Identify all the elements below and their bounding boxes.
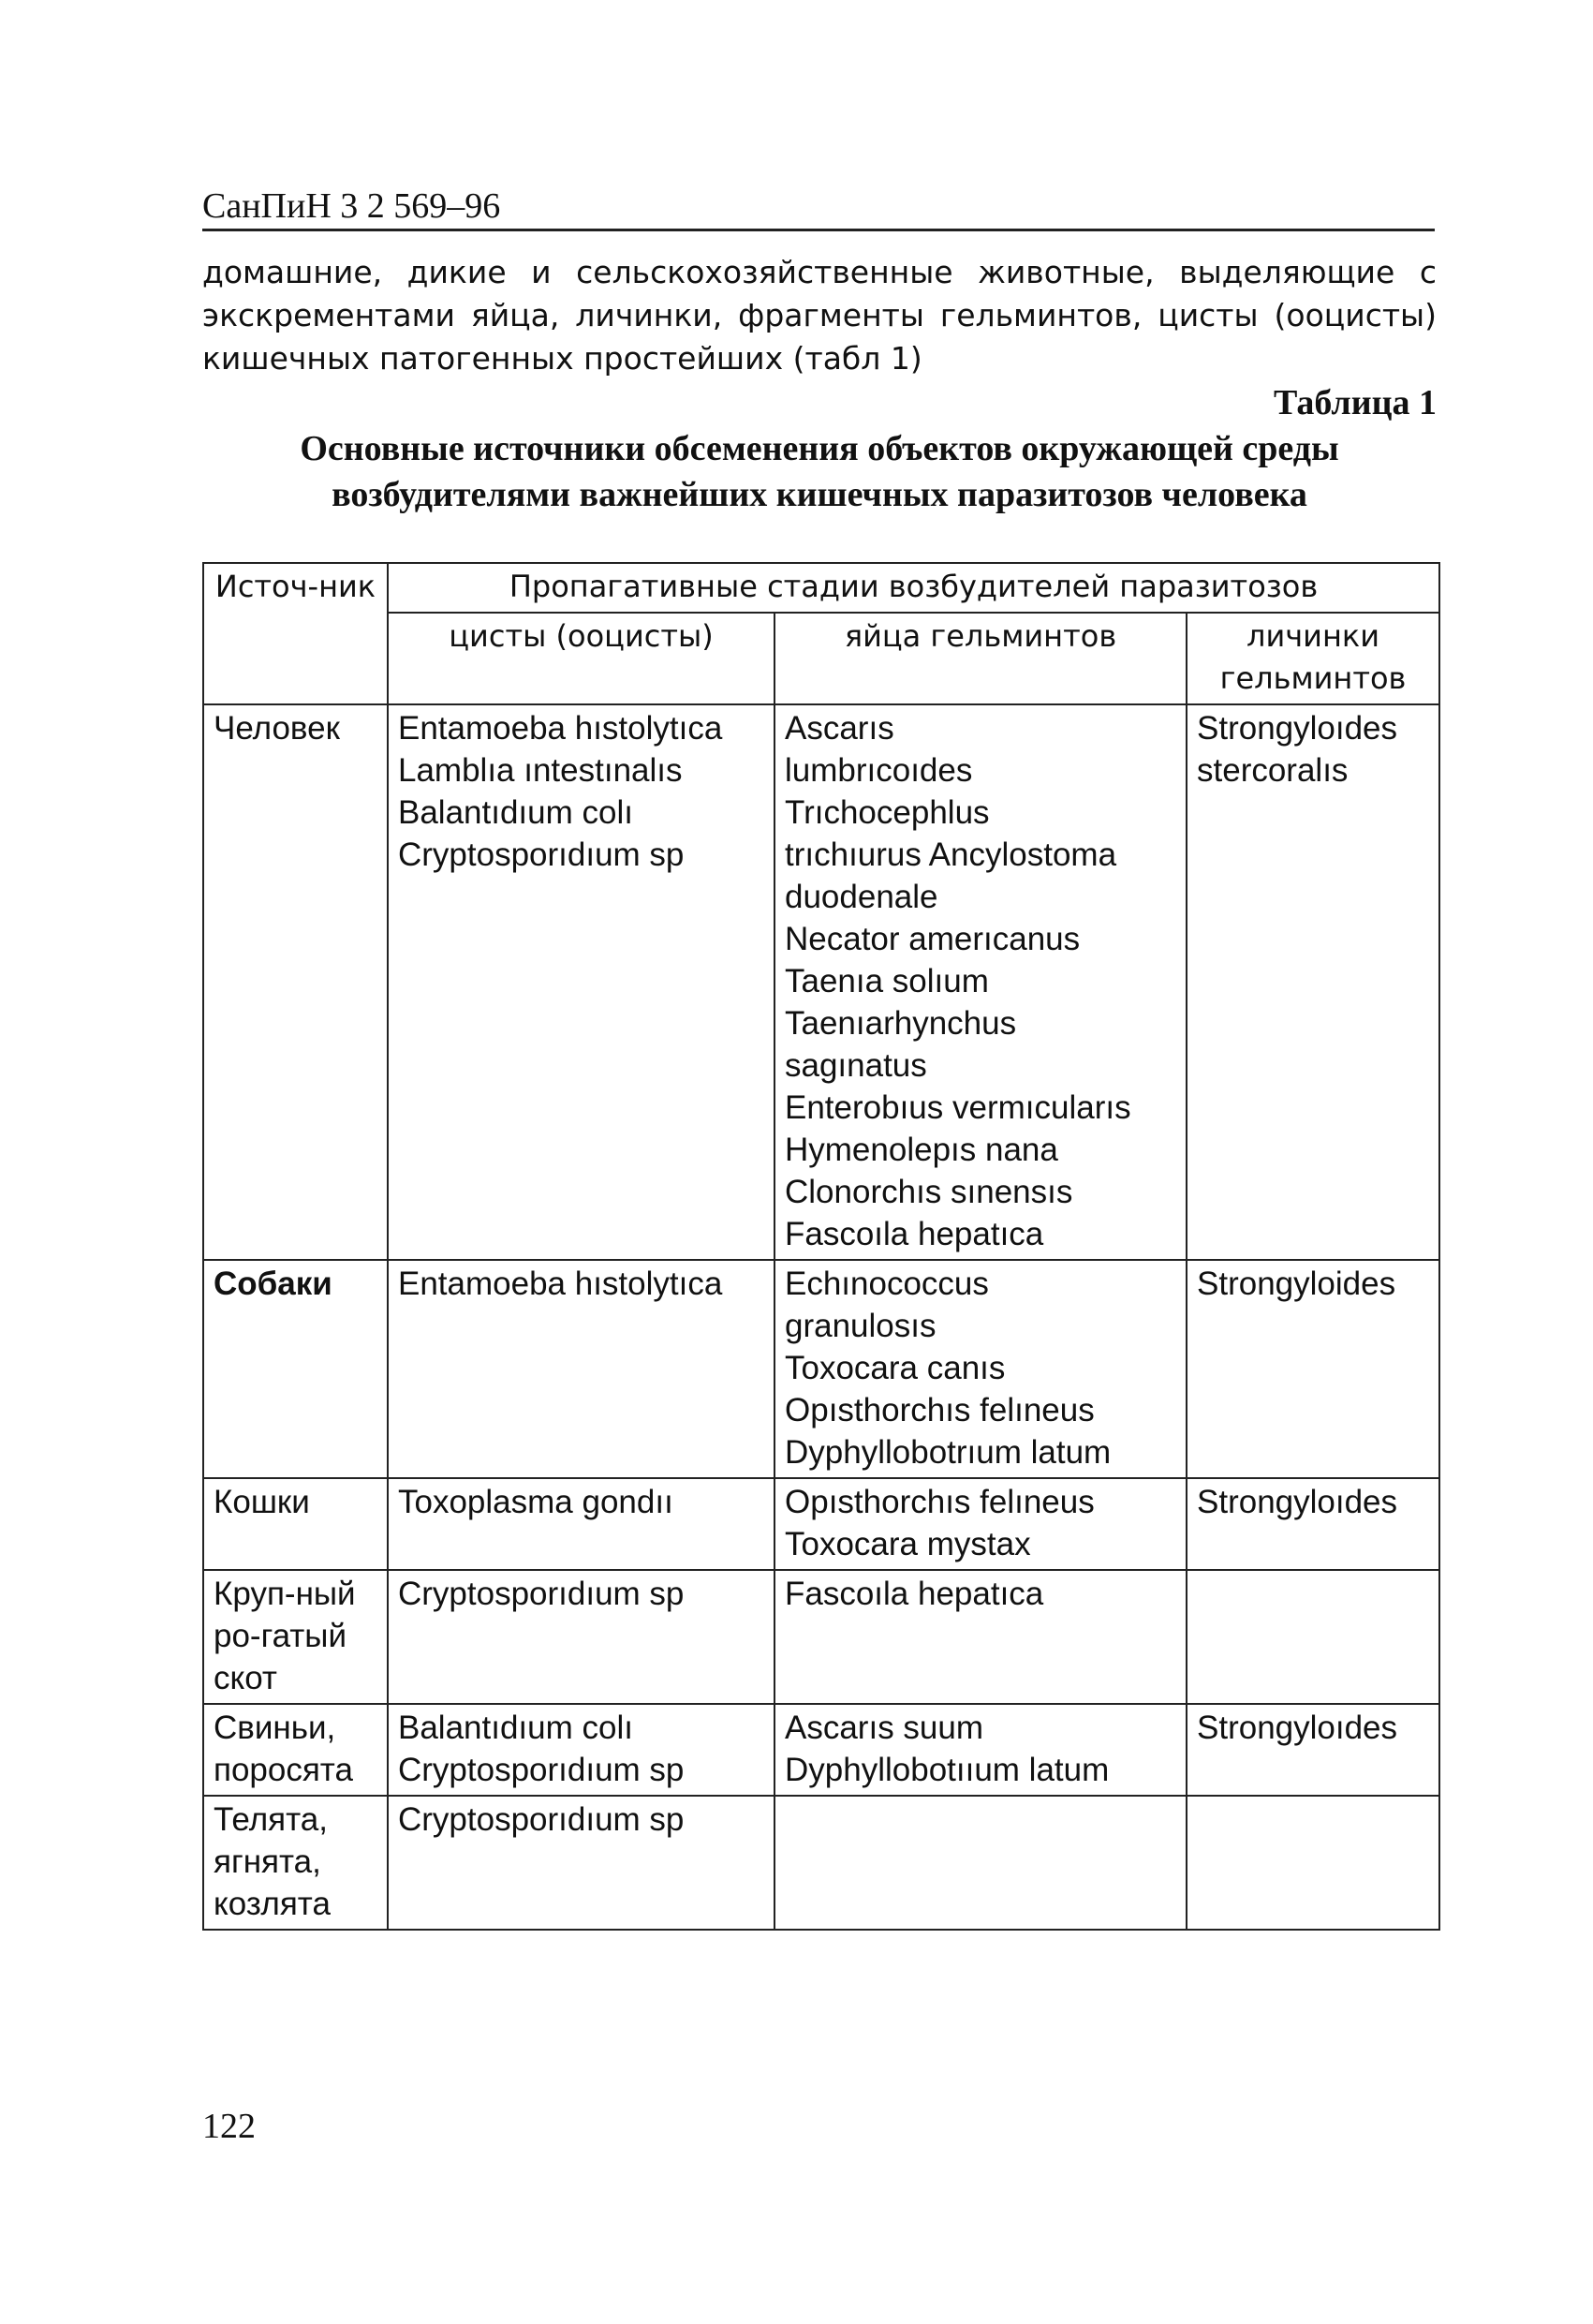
larvae-cell — [1187, 704, 1439, 1260]
organism-name: Toxocara mystax — [785, 1526, 1031, 1562]
organism-name: Opısthorchıs felıneus — [785, 1392, 1095, 1428]
organism-name: granulosıs — [785, 1308, 937, 1344]
organism-name: sagınatus — [785, 1047, 927, 1084]
table-row — [203, 1570, 1439, 1704]
source-cell: Свиньи, поросята — [203, 1704, 388, 1796]
organism-name: Lamblıa ıntestınalıs — [398, 752, 683, 789]
source-cell: Круп-ный ро-гатый скот — [203, 1570, 388, 1704]
organism-name: Balantıdıum colı — [398, 1710, 633, 1746]
larvae-cell — [1187, 1478, 1439, 1570]
organism-name: Toxoplasma gondıı — [398, 1484, 673, 1520]
organism-name: Opısthorchıs felıneus — [785, 1484, 1095, 1520]
cysts-cell — [388, 1478, 774, 1570]
source-cell: Кошки — [203, 1478, 388, 1570]
organism-name: Taenıarhynchus — [785, 1005, 1017, 1042]
header-rule — [202, 229, 1435, 231]
header-larvae: личинки гельминтов — [1187, 613, 1439, 704]
organism-name: Fascoıla hepatıca — [785, 1216, 1044, 1252]
table-subheader-row — [203, 613, 1439, 704]
organism-name: Ascarıs suum — [785, 1710, 983, 1746]
eggs-cell — [774, 1570, 1187, 1704]
organism-name: Cryptosporıdıum sp — [398, 836, 685, 873]
table-header-row — [203, 563, 1439, 613]
header-stages-group: Пропагативные стадии возбудителей паразитозов — [388, 563, 1439, 613]
intro-paragraph: домашние, дикие и сельскохозяйственные животные, выделяющие с экскрементами яйца, личинки, фрагменты гельминтов, цисты (ооцисты) кишечных патогенных простейших (табл 1) — [202, 254, 1437, 377]
organism-name: Toxocara canıs — [785, 1350, 1006, 1386]
organism-name: Clonorchıs sınensıs — [785, 1174, 1073, 1210]
organism-name: Hymenolepıs nana — [785, 1132, 1058, 1168]
table-row — [203, 704, 1439, 1260]
organism-name: Trıchocephlus — [785, 794, 990, 831]
running-header — [202, 184, 1435, 229]
organism-name: lumbrıcoıdes — [785, 752, 973, 789]
organism-name: Cryptosporıdıum sp — [398, 1576, 685, 1612]
eggs-cell — [774, 1260, 1187, 1478]
table-label: Таблица 1 — [1273, 383, 1437, 422]
organism-name: Ascarıs — [785, 710, 894, 747]
organism-name: Dyphyllobotııum latum — [785, 1752, 1110, 1788]
eggs-cell — [774, 1704, 1187, 1796]
eggs-cell — [774, 704, 1187, 1260]
organism-name: Strongyloıdes — [1197, 1484, 1398, 1520]
table-row — [203, 1796, 1439, 1930]
organism-name: Balantıdıum colı — [398, 794, 633, 831]
organism-name: trıchıurus Ancylostoma — [785, 836, 1117, 873]
header-cysts: цисты (ооцисты) — [388, 613, 774, 704]
table-row — [203, 1704, 1439, 1796]
cysts-cell — [388, 704, 774, 1260]
table-body — [203, 704, 1439, 1930]
organism-name: Dyphyllobotrıum latum — [785, 1434, 1112, 1471]
table-row — [203, 1260, 1439, 1478]
organism-name: Taenıa solıum — [785, 963, 989, 999]
organism-name: Echınococcus — [785, 1266, 989, 1302]
source-cell: Собаки — [203, 1260, 388, 1478]
organism-name: Enterobıus vermıcularıs — [785, 1089, 1131, 1126]
organism-name: Fascoıla hepatıca — [785, 1576, 1044, 1612]
larvae-cell — [1187, 1796, 1439, 1930]
organism-name: stercoralıs — [1197, 752, 1349, 789]
organism-name: duodenale — [785, 879, 938, 915]
organism-name: Entamoeba hıstolytıca — [398, 1266, 723, 1302]
header-eggs: яйца гельминтов — [774, 613, 1187, 704]
organism-name: Strongyloıdes — [1197, 1710, 1398, 1746]
page-number: 122 — [202, 2107, 256, 2146]
eggs-cell — [774, 1796, 1187, 1930]
organism-name: Cryptosporıdıum sp — [398, 1752, 685, 1788]
larvae-cell — [1187, 1570, 1439, 1704]
larvae-cell — [1187, 1260, 1439, 1478]
table-title: Основные источники обсеменения объектов окружающей среды возбудителями важнейших кишечных паразитозов человека — [300, 429, 1339, 514]
organism-name: Strongyloıdes — [1197, 710, 1398, 747]
eggs-cell — [774, 1478, 1187, 1570]
larvae-cell — [1187, 1704, 1439, 1796]
organism-name: Entamoeba hıstolytıca — [398, 710, 723, 747]
header-source: Источ-ник — [203, 563, 388, 704]
source-cell: Телята, ягнята, козлята — [203, 1796, 388, 1930]
table-row — [203, 1478, 1439, 1570]
cysts-cell — [388, 1570, 774, 1704]
cysts-cell — [388, 1260, 774, 1478]
source-cell: Человек — [203, 704, 388, 1260]
parasite-sources-table — [202, 562, 1440, 1931]
organism-name: Cryptosporıdıum sp — [398, 1801, 685, 1838]
cysts-cell — [388, 1796, 774, 1930]
cysts-cell — [388, 1704, 774, 1796]
organism-name: Necator amerıcanus — [785, 921, 1081, 957]
organism-name: Strongyloides — [1197, 1266, 1396, 1302]
document-code: СанПиН 3 2 569–96 — [202, 186, 501, 226]
